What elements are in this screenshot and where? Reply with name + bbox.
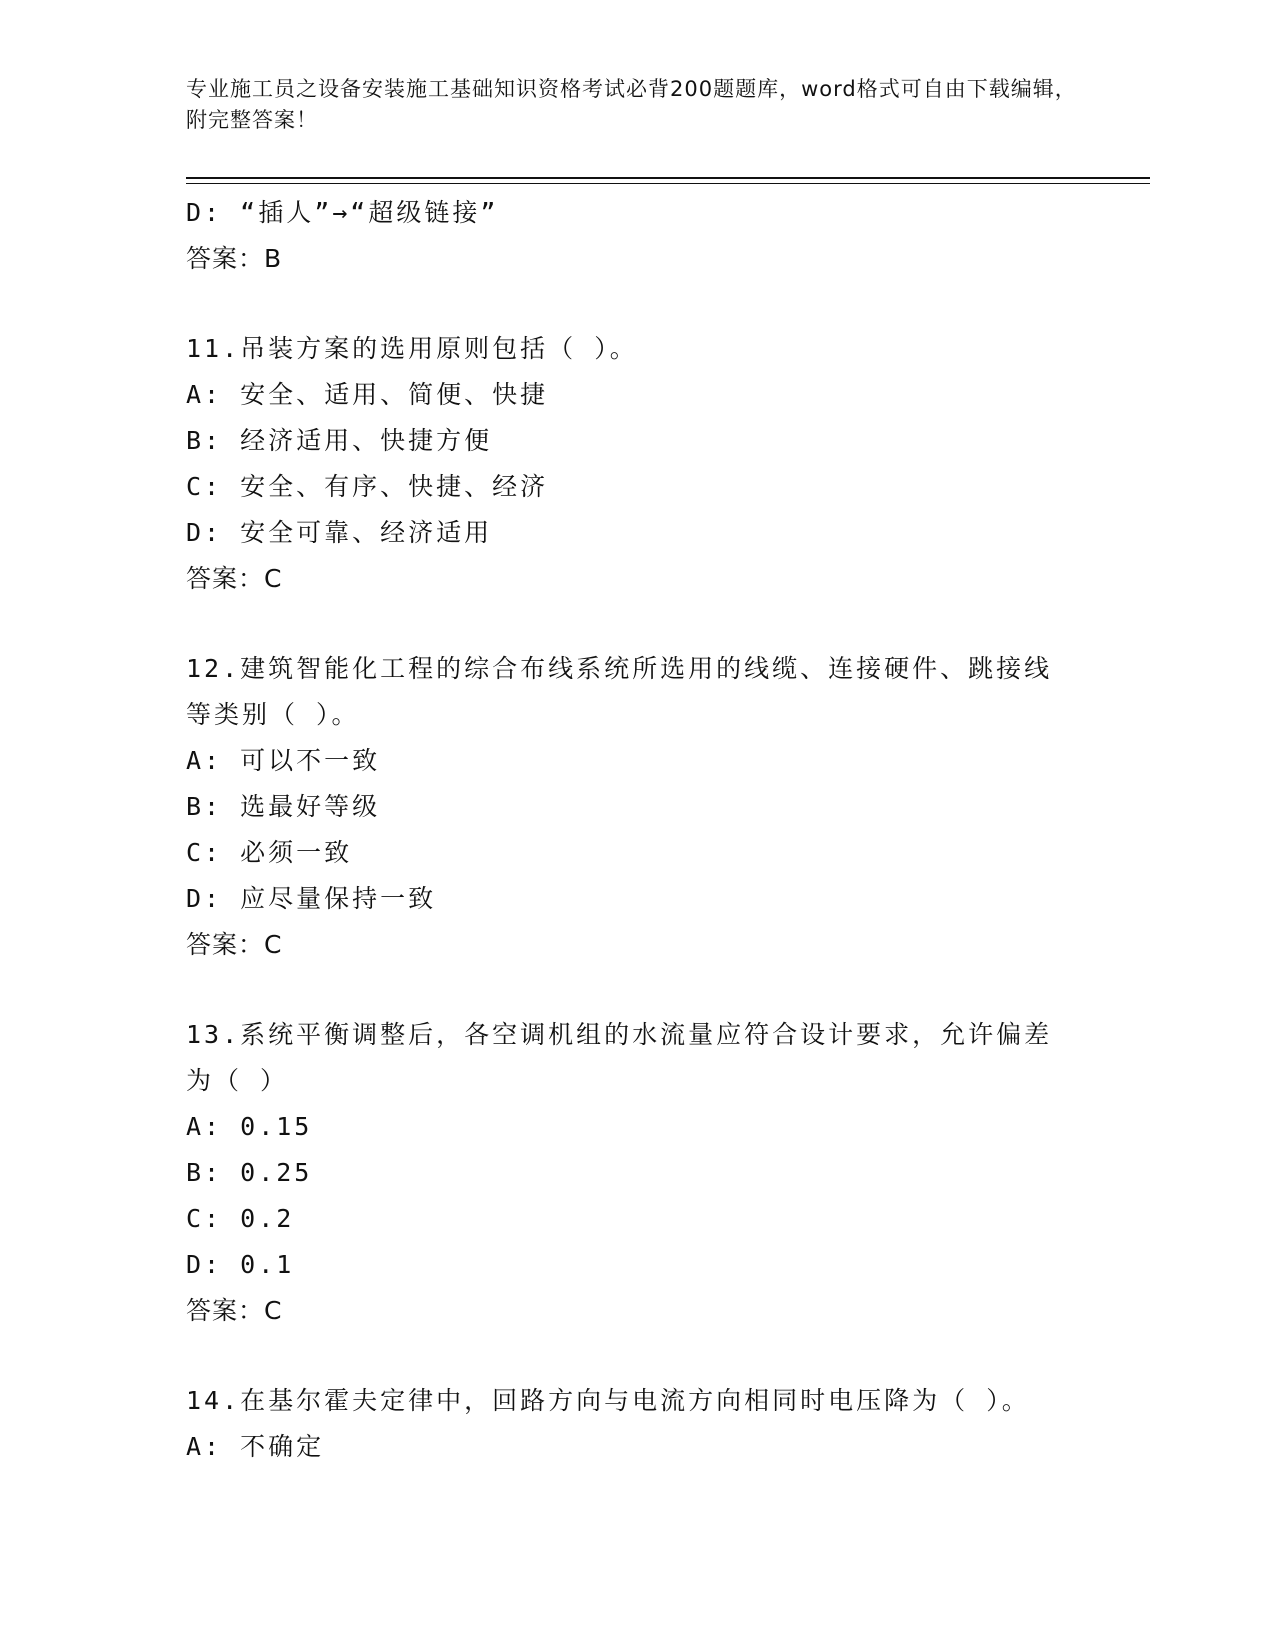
q13-option-b: B: 0.25 [186, 1158, 313, 1187]
q10-option-d: D: “插人”→“超级链接” [186, 198, 499, 227]
q10-answer: 答案：B [186, 244, 283, 273]
q13-option-a: A: 0.15 [186, 1112, 313, 1141]
question-14-text: 14.在基尔霍夫定律中，回路方向与电流方向相同时电压降为（ ）。 [186, 1386, 1030, 1415]
q11-option-c: C: 安全、有序、快捷、经济 [186, 472, 549, 501]
q12-answer: 答案：C [186, 930, 283, 959]
spacer [186, 282, 1086, 326]
q13-option-d: D: 0.1 [186, 1250, 295, 1279]
q13-answer: 答案：C [186, 1296, 283, 1325]
q12-option-d: D: 应尽量保持一致 [186, 884, 437, 913]
q12-option-a: A: 可以不一致 [186, 746, 381, 775]
document-header-title: 专业施工员之设备安装施工基础知识资格考试必背200题题库，word格式可自由下载编辑，附完整答案！ [186, 77, 1077, 132]
q14-option-a: A: 不确定 [186, 1432, 325, 1461]
spacer [186, 968, 1086, 1012]
header-rule-thin [186, 183, 1150, 184]
spacer [186, 602, 1086, 646]
spacer [186, 1334, 1086, 1378]
q12-option-b: B: 选最好等级 [186, 792, 381, 821]
q12-option-c: C: 必须一致 [186, 838, 353, 867]
question-12-text: 12.建筑智能化工程的综合布线系统所选用的线缆、连接硬件、跳接线等类别（ ）。 [186, 654, 1053, 729]
q11-option-d: D: 安全可靠、经济适用 [186, 518, 493, 547]
q13-option-c: C: 0.2 [186, 1204, 295, 1233]
q11-option-a: A: 安全、适用、简便、快捷 [186, 380, 549, 409]
header-rule-thick [186, 177, 1150, 179]
q11-option-b: B: 经济适用、快捷方便 [186, 426, 493, 455]
question-13-text: 13.系统平衡调整后，各空调机组的水流量应符合设计要求，允许偏差为（ ） [186, 1020, 1053, 1095]
q11-answer: 答案：C [186, 564, 283, 593]
document-content [186, 190, 1086, 1470]
question-11-text: 11.吊装方案的选用原则包括（ ）。 [186, 334, 638, 363]
